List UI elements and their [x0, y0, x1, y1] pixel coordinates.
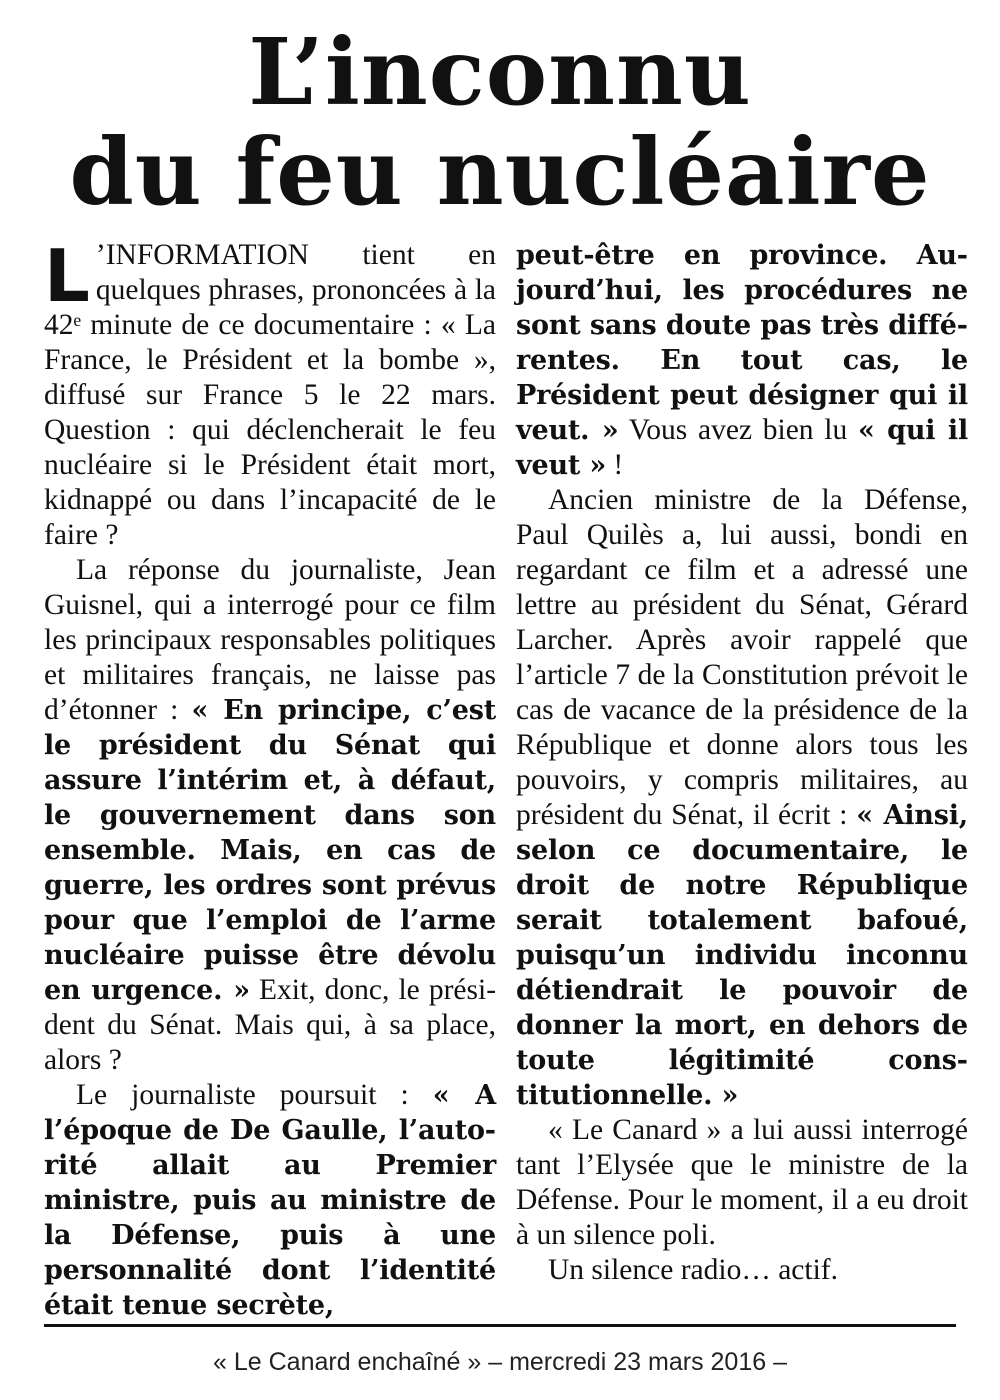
paragraph-2 [44, 553, 496, 1078]
headline-line-1: L’inconnu [248, 18, 752, 126]
footer-rule [44, 1324, 956, 1327]
paragraph-6: Un silence radio… actif. [548, 1254, 838, 1286]
paragraph-4-quote: « Ainsi, selon ce documentaire, le droit de notre République serait totalement bafoué, puisqu’un individu inconnu détiendrait le pouvoir de donner la mort, en dehors de toute légitimité constitutionnelle. » [516, 800, 968, 1111]
article-column-left [44, 234, 497, 1323]
paragraph-3-quote-right: peut-être en province. Aujourd’hui, les procédures ne sont sans doute pas très différentes. En tout cas, le Président peut désigner qui il veut. » [516, 240, 968, 446]
paragraph-3-quote-left: « A l’époque de De Gaulle, l’autorité allait au Premier ministre, puis au ministre de la Défense, puis à une personnalité dont l’identité était tenue secrète, [44, 1080, 497, 1321]
article-column-right [516, 238, 968, 1288]
paragraph-3 [44, 1078, 496, 1323]
paragraph-2-quote: « En principe, c’est le président du Sénat qui assure l’intérim et, à défaut, le gouvernement dans son ensemble. Mais, en cas de guerre, les ordres sont prévus pour que l’emploi de l’arme nucléaire puisse être dévolu en urgence. » [44, 695, 497, 1006]
paragraph-3-end: ! [606, 449, 624, 481]
paragraph-1 [44, 234, 496, 553]
headline [0, 18, 1000, 226]
paragraph-2-intro: La réponse du journaliste, Jean Guisnel, qui a interrogé pour ce film les principaux responsables politiques et militaires français, ne laisse pas d’étonner : [44, 554, 496, 726]
paragraph-4-intro: Ancien ministre de la Défense, Paul Quilès a, lui aussi, bondi en regardant ce film et a adressé une lettre au président du Sénat, Gérard Larcher. Après avoir rappelé que l’article 7 de la Constitution prévoit le cas de vacance de la présidence de la République et donne alors tous les pouvoirs, y compris militaires, au président du Sénat, il écrit : [516, 484, 968, 831]
paragraph-5: « Le Canard » a lui aussi interrogé tant l’Elysée que le ministre de la Défense. Pour le moment, il a eu droit à un silence poli. [516, 1114, 968, 1251]
paragraph-3-mid: Vous avez bien lu [628, 414, 848, 446]
drop-cap: L [44, 234, 90, 318]
footer-source: « Le Canard enchaîné » – mercredi 23 mars 2016 – [213, 1348, 787, 1376]
paragraph-4 [516, 483, 968, 1113]
paragraph-3-emphasis: « qui il veut » [516, 415, 969, 481]
paragraph-3-continued [516, 238, 968, 483]
paragraph-3-intro: Le journaliste poursuit : [76, 1079, 409, 1111]
paragraph-2-outro: Exit, donc, le président du Sénat. Mais qui, à sa place, alors ? [44, 974, 497, 1076]
paragraph-1-text: ’INFORMATION tient en quelques phrases, prononcées à la 42ᵉ minute de ce documentaire : « La France, le Président et la bombe », diffusé sur France 5 le 22 mars. Question : qui déclencherait le feu nucléaire si le Président était mort, kidnappé ou dans l’incapacité de le faire ? [44, 239, 496, 551]
headline-line-2: du feu nucléaire [69, 118, 931, 226]
